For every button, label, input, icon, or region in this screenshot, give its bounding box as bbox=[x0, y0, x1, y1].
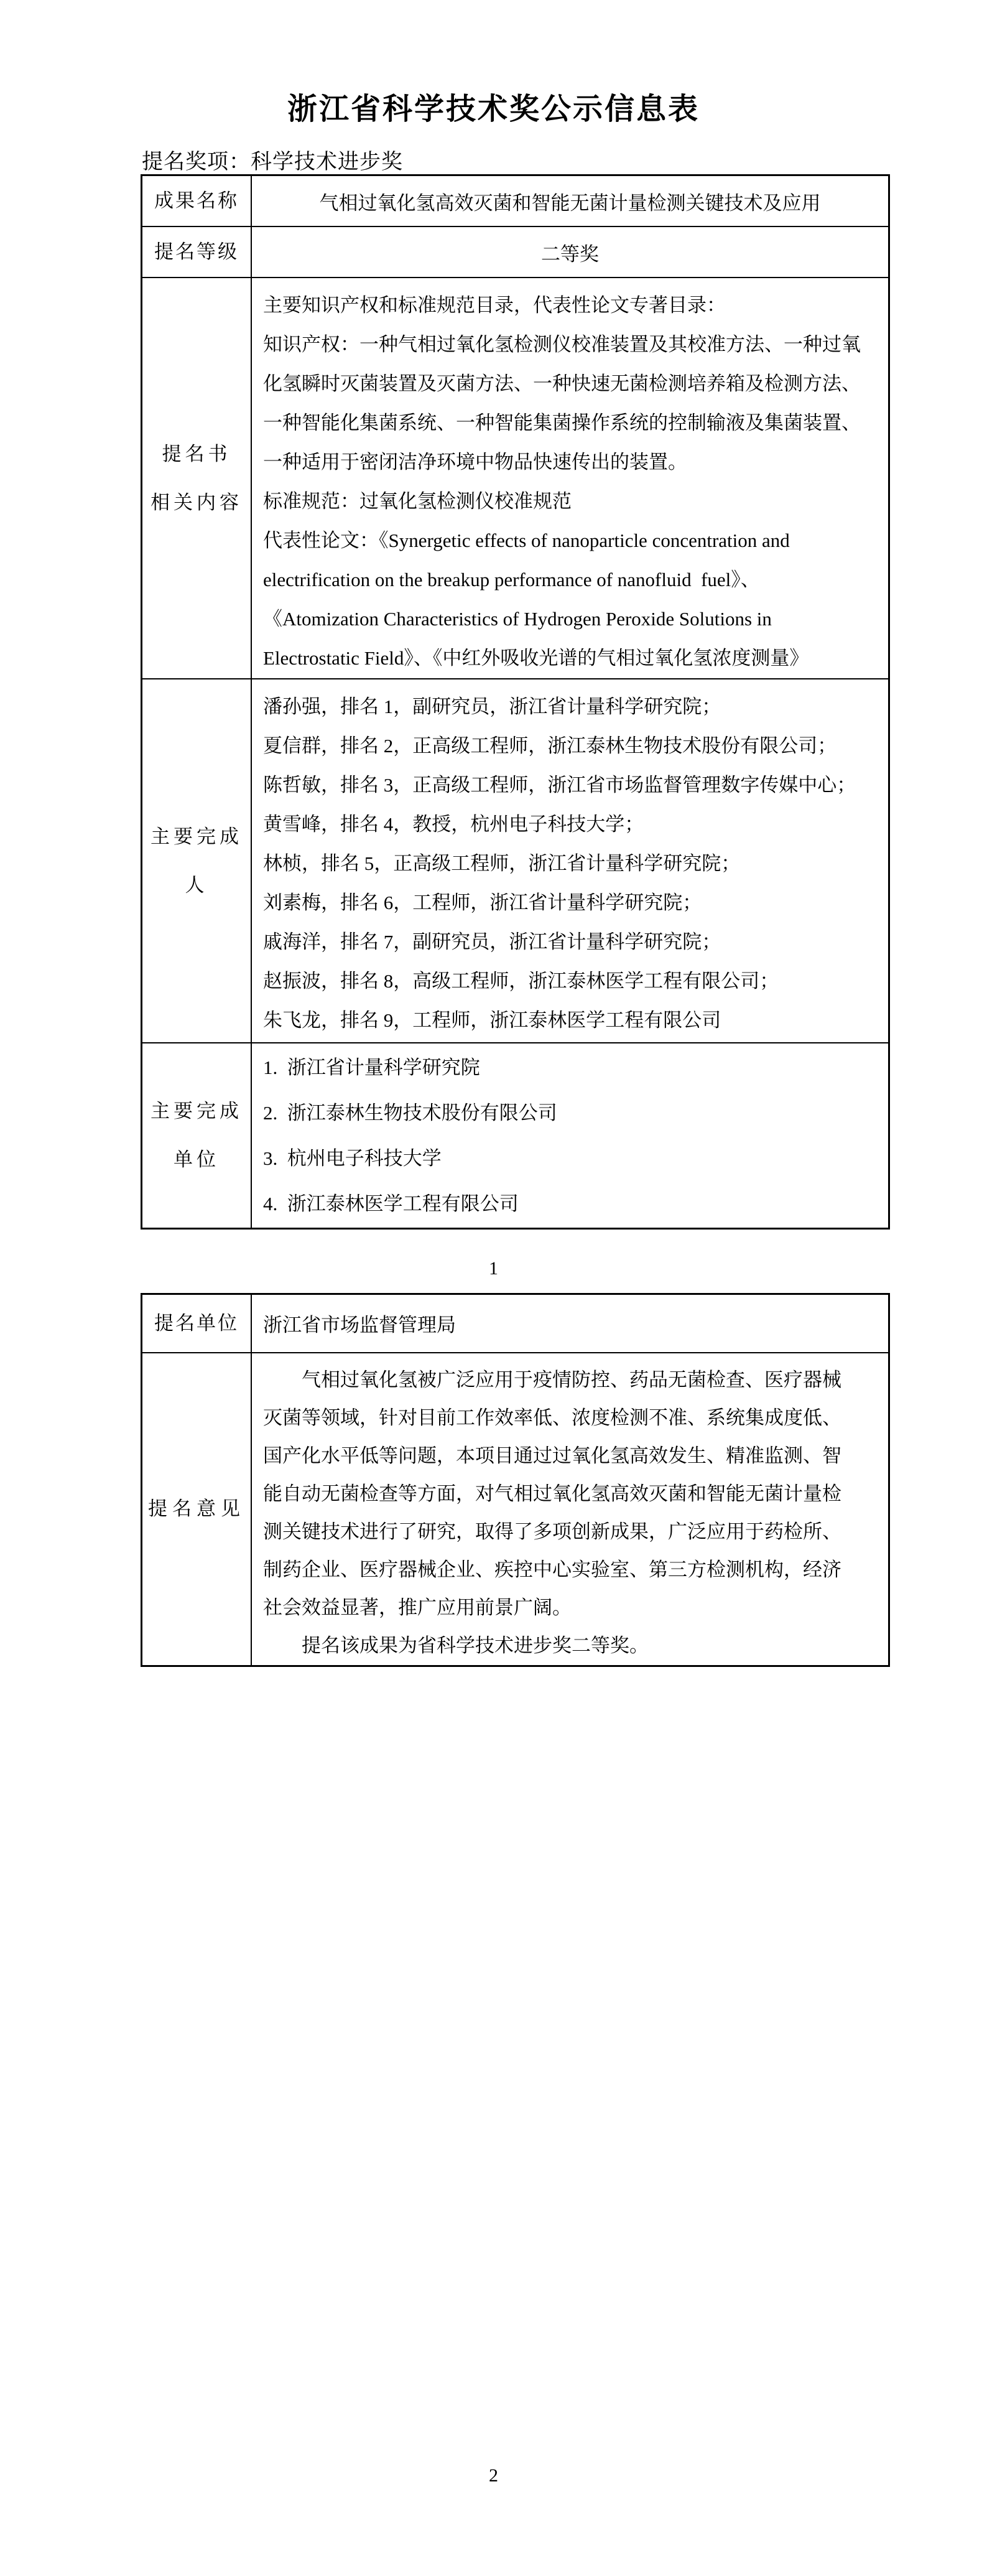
unit-line: 4. 浙江泰林医学工程有限公司 bbox=[263, 1192, 519, 1215]
unit-line: 1. 浙江省计量科学研究院 bbox=[263, 1056, 480, 1078]
row-label-line: 相关内容 bbox=[151, 491, 243, 513]
content-line: 《Atomization Characteristics of Hydrogen Peroxide Solutions in bbox=[263, 608, 772, 630]
row-label-line: 单位 bbox=[174, 1148, 220, 1170]
achievement-name-value: 气相过氧化氢高效灭菌和智能无菌计量检测关键技术及应用 bbox=[251, 175, 889, 227]
unit-line: 3. 杭州电子科技大学 bbox=[263, 1147, 442, 1169]
completer-line: 陈哲敏，排名 3，正高级工程师，浙江省市场监督管理数字传媒中心； bbox=[263, 774, 856, 796]
table-row-achievement-name bbox=[142, 175, 889, 227]
page-title: 浙江省科学技术奖公示信息表 bbox=[287, 93, 700, 126]
completer-line: 戚海洋，排名 7，副研究员，浙江省计量科学研究院； bbox=[263, 931, 721, 953]
table-row-main-units bbox=[142, 1043, 889, 1228]
nominating-unit-value: 浙江省市场监督管理局 bbox=[251, 1294, 889, 1353]
row-label-line: 主要完成 bbox=[151, 825, 243, 847]
table-row-nomination-book bbox=[142, 278, 889, 679]
completer-line: 潘孙强，排名 1，副研究员，浙江省计量科学研究院； bbox=[263, 696, 721, 717]
completer-line: 夏信群，排名 2，正高级工程师，浙江泰林生物技术股份有限公司； bbox=[263, 735, 837, 757]
award-category-line: 提名奖项：科学技术进步奖 bbox=[142, 151, 403, 174]
info-table-page2 bbox=[141, 1293, 890, 1667]
row-label-line: 提名书 bbox=[162, 442, 231, 465]
completer-line: 黄雪峰，排名 4，教授，杭州电子科技大学； bbox=[263, 813, 644, 835]
table-row-nominating-unit bbox=[142, 1294, 889, 1353]
row-label-nomination-book bbox=[142, 278, 252, 679]
content-line: 一种适用于密闭洁净环境中物品快速传出的装置。 bbox=[263, 451, 687, 473]
nomination-opinion-content bbox=[251, 1353, 889, 1666]
row-label-nominating-unit: 提名单位 bbox=[142, 1294, 252, 1353]
row-label-achievement-name: 成果名称 bbox=[142, 175, 252, 227]
row-label-main-completers bbox=[142, 679, 252, 1043]
opinion-line: 国产化水平低等问题，本项目通过过氧化氢高效发生、精准监测、智 bbox=[263, 1444, 841, 1467]
main-completers-content bbox=[251, 679, 889, 1043]
completer-line: 刘素梅，排名 6，工程师，浙江省计量科学研究院； bbox=[263, 892, 702, 913]
content-line: 化氢瞬时灭菌装置及灭菌方法、一种快速无菌检测培养箱及检测方法、 bbox=[263, 373, 861, 394]
opinion-line: 提名该成果为省科学技术进步奖二等奖。 bbox=[263, 1634, 649, 1656]
row-label-line: 主要完成 bbox=[151, 1099, 243, 1122]
content-line: electrification on the breakup performance of nanofluid fuel》、 bbox=[263, 569, 760, 590]
page-number-2: 2 bbox=[489, 2465, 498, 2486]
content-line: 一种智能化集菌系统、一种智能集菌操作系统的控制输液及集菌装置、 bbox=[263, 412, 861, 434]
content-line: Electrostatic Field》、《中红外吸收光谱的气相过氧化氢浓度测量》 bbox=[263, 647, 809, 669]
content-line: 主要知识产权和标准规范目录，代表性论文专著目录： bbox=[263, 294, 726, 316]
opinion-line: 能自动无菌检查等方面，对气相过氧化氢高效灭菌和智能无菌计量检 bbox=[263, 1482, 841, 1505]
nomination-book-content bbox=[251, 278, 889, 679]
completer-line: 朱飞龙，排名 9，工程师，浙江泰林医学工程有限公司 bbox=[263, 1009, 721, 1031]
content-line: 代表性论文：《Synergetic effects of nanoparticle concentration and bbox=[263, 530, 790, 551]
opinion-line: 制药企业、医疗器械企业、疾控中心实验室、第三方检测机构，经济 bbox=[263, 1558, 841, 1580]
table-row-award-grade bbox=[142, 226, 889, 278]
opinion-line: 社会效益显著，推广应用前景广阔。 bbox=[263, 1596, 572, 1618]
unit-line: 2. 浙江泰林生物技术股份有限公司 bbox=[263, 1101, 557, 1124]
main-units-content bbox=[251, 1043, 889, 1228]
row-label-main-units bbox=[142, 1043, 252, 1228]
completer-line: 赵振波，排名 8，高级工程师，浙江泰林医学工程有限公司； bbox=[263, 970, 779, 992]
table-row-main-completers bbox=[142, 679, 889, 1043]
row-label-line: 人 bbox=[185, 874, 208, 896]
opinion-line: 灭菌等领域，针对目前工作效率低、浓度检测不准、系统集成度低、 bbox=[263, 1406, 841, 1429]
award-grade-value: 二等奖 bbox=[251, 226, 889, 278]
completer-line: 林桢，排名 5，正高级工程师，浙江省计量科学研究院； bbox=[263, 852, 741, 874]
page-number-1: 1 bbox=[489, 1258, 498, 1279]
info-table-page1 bbox=[141, 174, 890, 1230]
opinion-line: 测关键技术进行了研究，取得了多项创新成果，广泛应用于药检所、 bbox=[263, 1520, 841, 1542]
row-label-award-grade: 提名等级 bbox=[142, 226, 252, 278]
content-line: 标准规范：过氧化氢检测仪校准规范 bbox=[263, 490, 572, 512]
content-line: 知识产权：一种气相过氧化氢检测仪校准装置及其校准方法、一种过氧 bbox=[263, 334, 861, 355]
row-label-nomination-opinion: 提名意见 bbox=[142, 1353, 252, 1666]
opinion-line: 气相过氧化氢被广泛应用于疫情防控、药品无菌检查、医疗器械 bbox=[263, 1368, 841, 1391]
table-row-nomination-opinion bbox=[142, 1353, 889, 1666]
